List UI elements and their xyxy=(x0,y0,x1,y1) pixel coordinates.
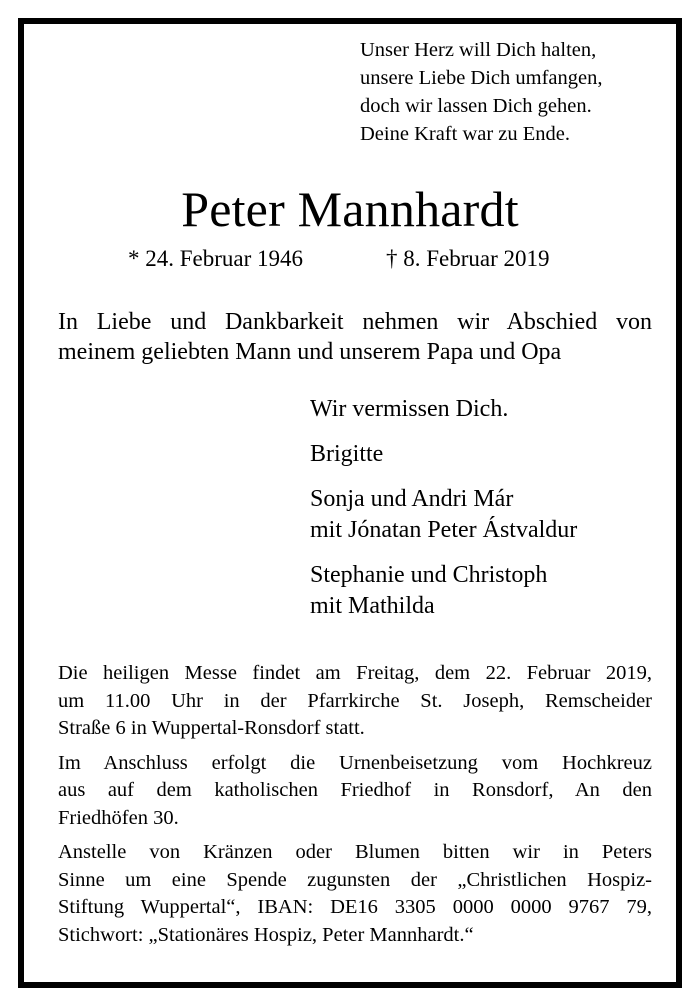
birth-date: * 24. Februar 1946 xyxy=(128,246,304,271)
mourner-name: Brigitte xyxy=(310,441,384,467)
death-date: † 8. Februar 2019 xyxy=(386,246,550,271)
poem-line: Deine Kraft war zu Ende. xyxy=(360,123,571,145)
poem xyxy=(360,36,603,148)
service-notes xyxy=(58,660,652,956)
intro-line: meinem geliebten Mann und unserem Papa und Opa xyxy=(58,339,562,365)
burial-paragraph xyxy=(58,750,652,833)
donation-paragraph xyxy=(58,839,652,949)
poem-line: doch wir lassen Dich gehen. xyxy=(360,95,592,117)
mass-paragraph xyxy=(58,660,652,743)
poem-line: unsere Liebe Dich umfangen, xyxy=(360,67,603,89)
text-line: um 11.00 Uhr in der Pfarrkirche St. Joseph, Remscheider xyxy=(58,689,652,712)
text-line: Im Anschluss erfolgt die Urnenbeisetzung vom Hochkreuz xyxy=(58,751,652,774)
text-line: Anstelle von Kränzen oder Blumen bitten wir in Peters xyxy=(58,841,652,863)
text-line: aus auf dem katholischen Friedhof in Ronsdorf, An den xyxy=(58,779,652,801)
mourner-name: mit Jónatan Peter Ástvaldur xyxy=(310,517,578,543)
intro-line: In Liebe und Dankbarkeit nehmen wir Abschied von xyxy=(58,309,652,335)
text-line: Straße 6 in Wuppertal-Ronsdorf statt. xyxy=(58,717,365,739)
text-line: Sinne um eine Spende zugunsten der „Christlichen Hospiz- xyxy=(58,868,652,891)
miss-you-line: Wir vermissen Dich. xyxy=(310,396,509,422)
mourner-name: mit Mathilda xyxy=(310,593,435,619)
text-line: Die heiligen Messe findet am Freitag, dem 22. Februar 2019, xyxy=(58,662,652,684)
intro-text xyxy=(58,307,652,367)
text-line: Friedhöfen 30. xyxy=(58,806,179,829)
text-line: Stichwort: „Stationäres Hospiz, Peter Mannhardt.“ xyxy=(58,923,474,946)
obituary-notice xyxy=(18,18,682,988)
mourners xyxy=(310,394,577,622)
deceased-name: Peter Mannhardt xyxy=(181,181,519,237)
poem-line: Unser Herz will Dich halten, xyxy=(360,39,597,61)
mourner-name: Stephanie und Christoph xyxy=(310,562,548,588)
mourner-name: Sonja und Andri Már xyxy=(310,486,514,512)
text-line: Stiftung Wuppertal“, IBAN: DE16 3305 0000 0000 9767 79, xyxy=(58,896,652,918)
